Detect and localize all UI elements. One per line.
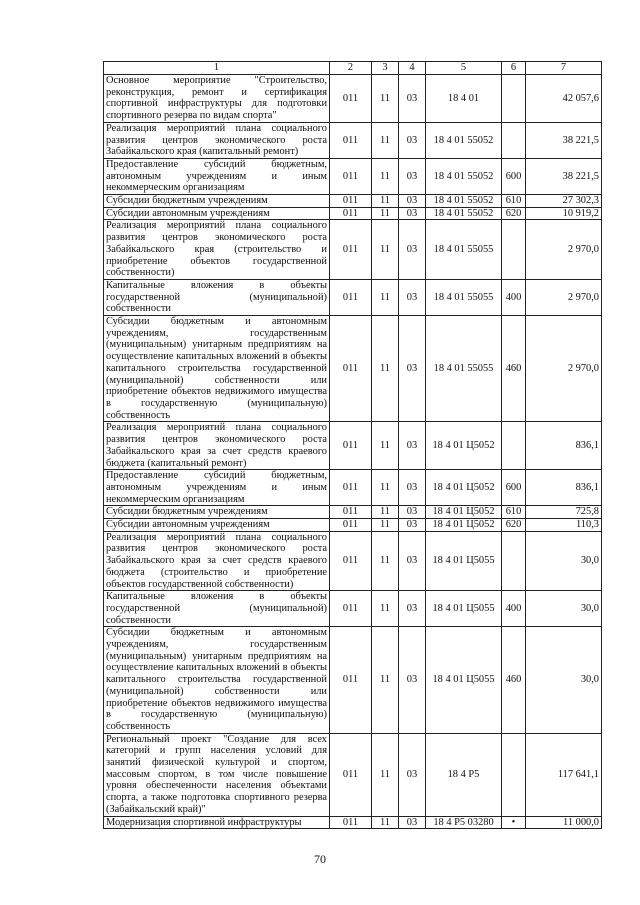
row-c4-cell: 03 (399, 158, 426, 194)
row-c2-cell: 011 (330, 816, 372, 829)
row-c2-cell: 011 (330, 220, 372, 280)
row-c6-cell (502, 122, 526, 158)
row-c6-cell: 400 (502, 591, 526, 627)
row-c2-cell: 011 (330, 122, 372, 158)
row-name-cell: Субсидии бюджетным и автономным учреждениям, государственным (муниципальным) унитарным предприятиям на осуществление капитальных вложений в объекты капитального строительства государственной (муниципальной) собственности или приобретение объектов недвижимого имущества в государственную (муниципальную) собственность (104, 627, 330, 733)
row-c2-cell: 011 (330, 279, 372, 315)
row-c5-cell: 18 4 01 Ц5055 (426, 591, 502, 627)
col-header-5: 5 (426, 62, 502, 75)
row-c7-cell: 2 970,0 (526, 279, 602, 315)
row-c7-cell: 27 302,3 (526, 195, 602, 208)
row-c4-cell: 03 (399, 207, 426, 220)
row-c3-cell: 11 (372, 470, 399, 506)
row-c5-cell: 18 4 01 55055 (426, 316, 502, 422)
row-c5-cell: 18 4 P5 (426, 733, 502, 816)
row-c3-cell: 11 (372, 158, 399, 194)
row-name-cell: Основное мероприятие "Строительство, реконструкция, ремонт и сертификация спортивной инфраструктуры для подготовки спортивного резерва по видам спорта" (104, 75, 330, 123)
row-c3-cell: 11 (372, 122, 399, 158)
row-name-cell: Реализация мероприятий плана социального развития центров экономического роста Забайкальского края (строительство и приобретение объектов государственной собственности) (104, 220, 330, 280)
row-name-cell: Реализация мероприятий плана социального развития центров экономического роста Забайкальского края за счет средств краевого бюджета (капитальный ремонт) (104, 422, 330, 470)
row-c2-cell: 011 (330, 506, 372, 519)
row-name-cell: Субсидии бюджетным учреждениям (104, 195, 330, 208)
row-c6-cell (502, 531, 526, 591)
budget-table (103, 61, 602, 829)
row-name-cell: Субсидии автономным учреждениям (104, 207, 330, 220)
row-c5-cell: 18 4 01 Ц5052 (426, 506, 502, 519)
table-row (104, 316, 602, 422)
row-c7-cell: 38 221,5 (526, 122, 602, 158)
row-c6-cell (502, 733, 526, 816)
row-c5-cell: 18 4 01 Ц5052 (426, 470, 502, 506)
row-c4-cell: 03 (399, 733, 426, 816)
row-c3-cell: 11 (372, 75, 399, 123)
row-c7-cell: 117 641,1 (526, 733, 602, 816)
row-c4-cell: 03 (399, 531, 426, 591)
row-c6-cell: 400 (502, 279, 526, 315)
table-header-row (104, 62, 602, 75)
row-c7-cell: 725,8 (526, 506, 602, 519)
table-row (104, 220, 602, 280)
table-row (104, 207, 602, 220)
row-c6-cell (502, 422, 526, 470)
row-c3-cell: 11 (372, 816, 399, 829)
row-c5-cell: 18 4 01 Ц5055 (426, 627, 502, 733)
row-c2-cell: 011 (330, 591, 372, 627)
row-c4-cell: 03 (399, 591, 426, 627)
row-c7-cell: 30,0 (526, 627, 602, 733)
row-c5-cell: 18 4 P5 03280 (426, 816, 502, 829)
row-c4-cell: 03 (399, 220, 426, 280)
table-row (104, 195, 602, 208)
row-c7-cell: 38 221,5 (526, 158, 602, 194)
row-c4-cell: 03 (399, 627, 426, 733)
row-c6-cell: 600 (502, 470, 526, 506)
row-c4-cell: 03 (399, 506, 426, 519)
row-c7-cell: 30,0 (526, 531, 602, 591)
row-name-cell: Субсидии автономным учреждениям (104, 519, 330, 532)
row-c7-cell: 11 000,0 (526, 816, 602, 829)
row-c3-cell: 11 (372, 422, 399, 470)
row-c5-cell: 18 4 01 Ц5055 (426, 531, 502, 591)
row-c3-cell: 11 (372, 195, 399, 208)
row-c4-cell: 03 (399, 316, 426, 422)
row-c7-cell: 10 919,2 (526, 207, 602, 220)
col-header-2: 2 (330, 62, 372, 75)
row-c7-cell: 2 970,0 (526, 220, 602, 280)
row-c6-cell (502, 75, 526, 123)
row-name-cell: Субсидии бюджетным учреждениям (104, 506, 330, 519)
table-row (104, 591, 602, 627)
row-c4-cell: 03 (399, 519, 426, 532)
row-name-cell: Капитальные вложения в объекты государственной (муниципальной) собственности (104, 591, 330, 627)
row-c6-cell: 600 (502, 158, 526, 194)
row-c2-cell: 011 (330, 158, 372, 194)
col-header-6: 6 (502, 62, 526, 75)
table-row (104, 158, 602, 194)
table-row (104, 519, 602, 532)
row-name-cell: Реализация мероприятий плана социального развития центров экономического роста Забайкальского края (капитальный ремонт) (104, 122, 330, 158)
row-c6-cell: 460 (502, 316, 526, 422)
table-row (104, 506, 602, 519)
row-c5-cell: 18 4 01 55052 (426, 207, 502, 220)
row-c6-cell: 610 (502, 195, 526, 208)
page-number: 70 (314, 852, 326, 866)
row-c5-cell: 18 4 01 55052 (426, 195, 502, 208)
row-c6-cell (502, 220, 526, 280)
row-c3-cell: 11 (372, 207, 399, 220)
row-name-cell: Капитальные вложения в объекты государственной (муниципальной) собственности (104, 279, 330, 315)
row-c7-cell: 110,3 (526, 519, 602, 532)
row-c6-cell: 620 (502, 519, 526, 532)
row-c5-cell: 18 4 01 55052 (426, 122, 502, 158)
col-header-4: 4 (399, 62, 426, 75)
row-c5-cell: 18 4 01 55055 (426, 220, 502, 280)
row-c6-cell: 610 (502, 506, 526, 519)
table-row (104, 531, 602, 591)
table-row (104, 422, 602, 470)
row-c3-cell: 11 (372, 531, 399, 591)
row-c7-cell: 836,1 (526, 470, 602, 506)
row-c5-cell: 18 4 01 Ц5052 (426, 519, 502, 532)
col-header-1: 1 (104, 62, 330, 75)
row-c5-cell: 18 4 01 Ц5052 (426, 422, 502, 470)
row-c4-cell: 03 (399, 75, 426, 123)
row-name-cell: Предоставление субсидий бюджетным, автономным учреждениям и иным некоммерческим организациям (104, 158, 330, 194)
row-c3-cell: 11 (372, 627, 399, 733)
col-header-7: 7 (526, 62, 602, 75)
row-c5-cell: 18 4 01 (426, 75, 502, 123)
row-c2-cell: 011 (330, 422, 372, 470)
table-row (104, 122, 602, 158)
row-c4-cell: 03 (399, 122, 426, 158)
row-c7-cell: 42 057,6 (526, 75, 602, 123)
row-c7-cell: 30,0 (526, 591, 602, 627)
row-name-cell: Субсидии бюджетным и автономным учреждениям, государственным (муниципальным) унитарным предприятиям на осуществление капитальных вложений в объекты капитального строительства государственной (муниципальной) собственности или приобретение объектов недвижимого имущества в государственную (муниципальную) собственность (104, 316, 330, 422)
row-c3-cell: 11 (372, 506, 399, 519)
row-c2-cell: 011 (330, 519, 372, 532)
col-header-3: 3 (372, 62, 399, 75)
row-c5-cell: 18 4 01 55055 (426, 279, 502, 315)
row-c4-cell: 03 (399, 470, 426, 506)
row-c6-cell: 460 (502, 627, 526, 733)
row-c3-cell: 11 (372, 591, 399, 627)
row-name-cell: Предоставление субсидий бюджетным, автономным учреждениям и иным некоммерческим организациям (104, 470, 330, 506)
row-c2-cell: 011 (330, 733, 372, 816)
row-c4-cell: 03 (399, 279, 426, 315)
row-c7-cell: 836,1 (526, 422, 602, 470)
table-row (104, 279, 602, 315)
row-name-cell: Реализация мероприятий плана социального развития центров экономического роста Забайкальского края за счет средств краевого бюджета (строительство и приобретение объектов государственной собственности) (104, 531, 330, 591)
row-c6-cell: • (502, 816, 526, 829)
row-c3-cell: 11 (372, 733, 399, 816)
row-c2-cell: 011 (330, 207, 372, 220)
table-row (104, 816, 602, 829)
table-row (104, 470, 602, 506)
row-c3-cell: 11 (372, 220, 399, 280)
table-row (104, 75, 602, 123)
row-c2-cell: 011 (330, 627, 372, 733)
row-c4-cell: 03 (399, 422, 426, 470)
table-row (104, 733, 602, 816)
row-c2-cell: 011 (330, 195, 372, 208)
row-c7-cell: 2 970,0 (526, 316, 602, 422)
row-c5-cell: 18 4 01 55052 (426, 158, 502, 194)
row-c4-cell: 03 (399, 816, 426, 829)
row-c4-cell: 03 (399, 195, 426, 208)
row-c2-cell: 011 (330, 470, 372, 506)
row-c2-cell: 011 (330, 75, 372, 123)
row-c6-cell: 620 (502, 207, 526, 220)
row-name-cell: Региональный проект "Создание для всех категорий и групп населения условий для занятий физической культурой и спортом, массовым спортом, в том числе повышение уровня обеспеченности населения объектами спорта, а также подготовка спортивного резерва (Забайкальский край)" (104, 733, 330, 816)
table-row (104, 627, 602, 733)
row-c2-cell: 011 (330, 316, 372, 422)
row-c3-cell: 11 (372, 279, 399, 315)
row-c3-cell: 11 (372, 519, 399, 532)
row-c2-cell: 011 (330, 531, 372, 591)
table-body (104, 75, 602, 829)
row-c3-cell: 11 (372, 316, 399, 422)
row-name-cell: Модернизация спортивной инфраструктуры (104, 816, 330, 829)
